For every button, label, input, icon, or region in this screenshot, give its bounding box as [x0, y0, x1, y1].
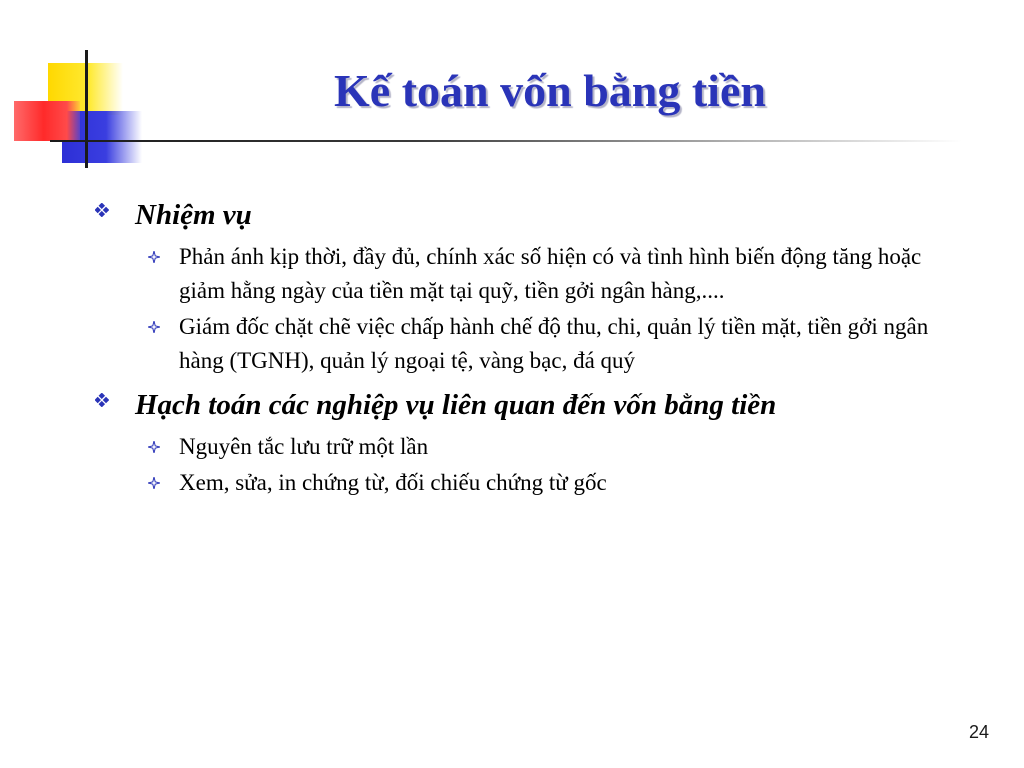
sparkle-bullet-icon — [148, 321, 160, 333]
list-item-text: Giám đốc chặt chẽ việc chấp hành chế độ thu, chi, quản lý tiền mặt, tiền gởi ngân hàng (TGNH), quản lý ngoại tệ, vàng bạc, đá quý — [179, 314, 929, 373]
decorative-vertical-line — [85, 50, 88, 168]
list-item — [95, 310, 955, 378]
section-heading — [95, 196, 955, 234]
list-item — [95, 466, 955, 500]
slide-title: Kế toán vốn bằng tiền — [334, 65, 766, 116]
section-heading-text: Nhiệm vụ — [135, 199, 252, 231]
list-item — [95, 430, 955, 464]
section-heading — [95, 386, 955, 424]
decorative-red-square — [14, 101, 80, 141]
diamond-bullet-icon — [95, 393, 109, 407]
list-item-text: Phản ánh kịp thời, đầy đủ, chính xác số hiện có và tình hình biến động tăng hoặc giảm hằng ngày của tiền mặt tại quỹ, tiền gởi ngân hàng,.... — [179, 244, 922, 303]
title-underline — [50, 140, 962, 142]
section-heading-text: Hạch toán các nghiệp vụ liên quan đến vốn bằng tiền — [135, 389, 777, 421]
list-item-text: Xem, sửa, in chứng từ, đối chiếu chứng từ gốc — [179, 470, 607, 495]
sparkle-bullet-icon — [148, 441, 160, 453]
slide-body — [95, 196, 955, 500]
sparkle-bullet-icon — [148, 477, 160, 489]
diamond-bullet-icon — [95, 203, 109, 217]
sparkle-bullet-icon — [148, 251, 160, 263]
list-item — [95, 240, 955, 308]
list-item-text: Nguyên tắc lưu trữ một lần — [179, 434, 429, 459]
page-number: 24 — [968, 722, 989, 742]
